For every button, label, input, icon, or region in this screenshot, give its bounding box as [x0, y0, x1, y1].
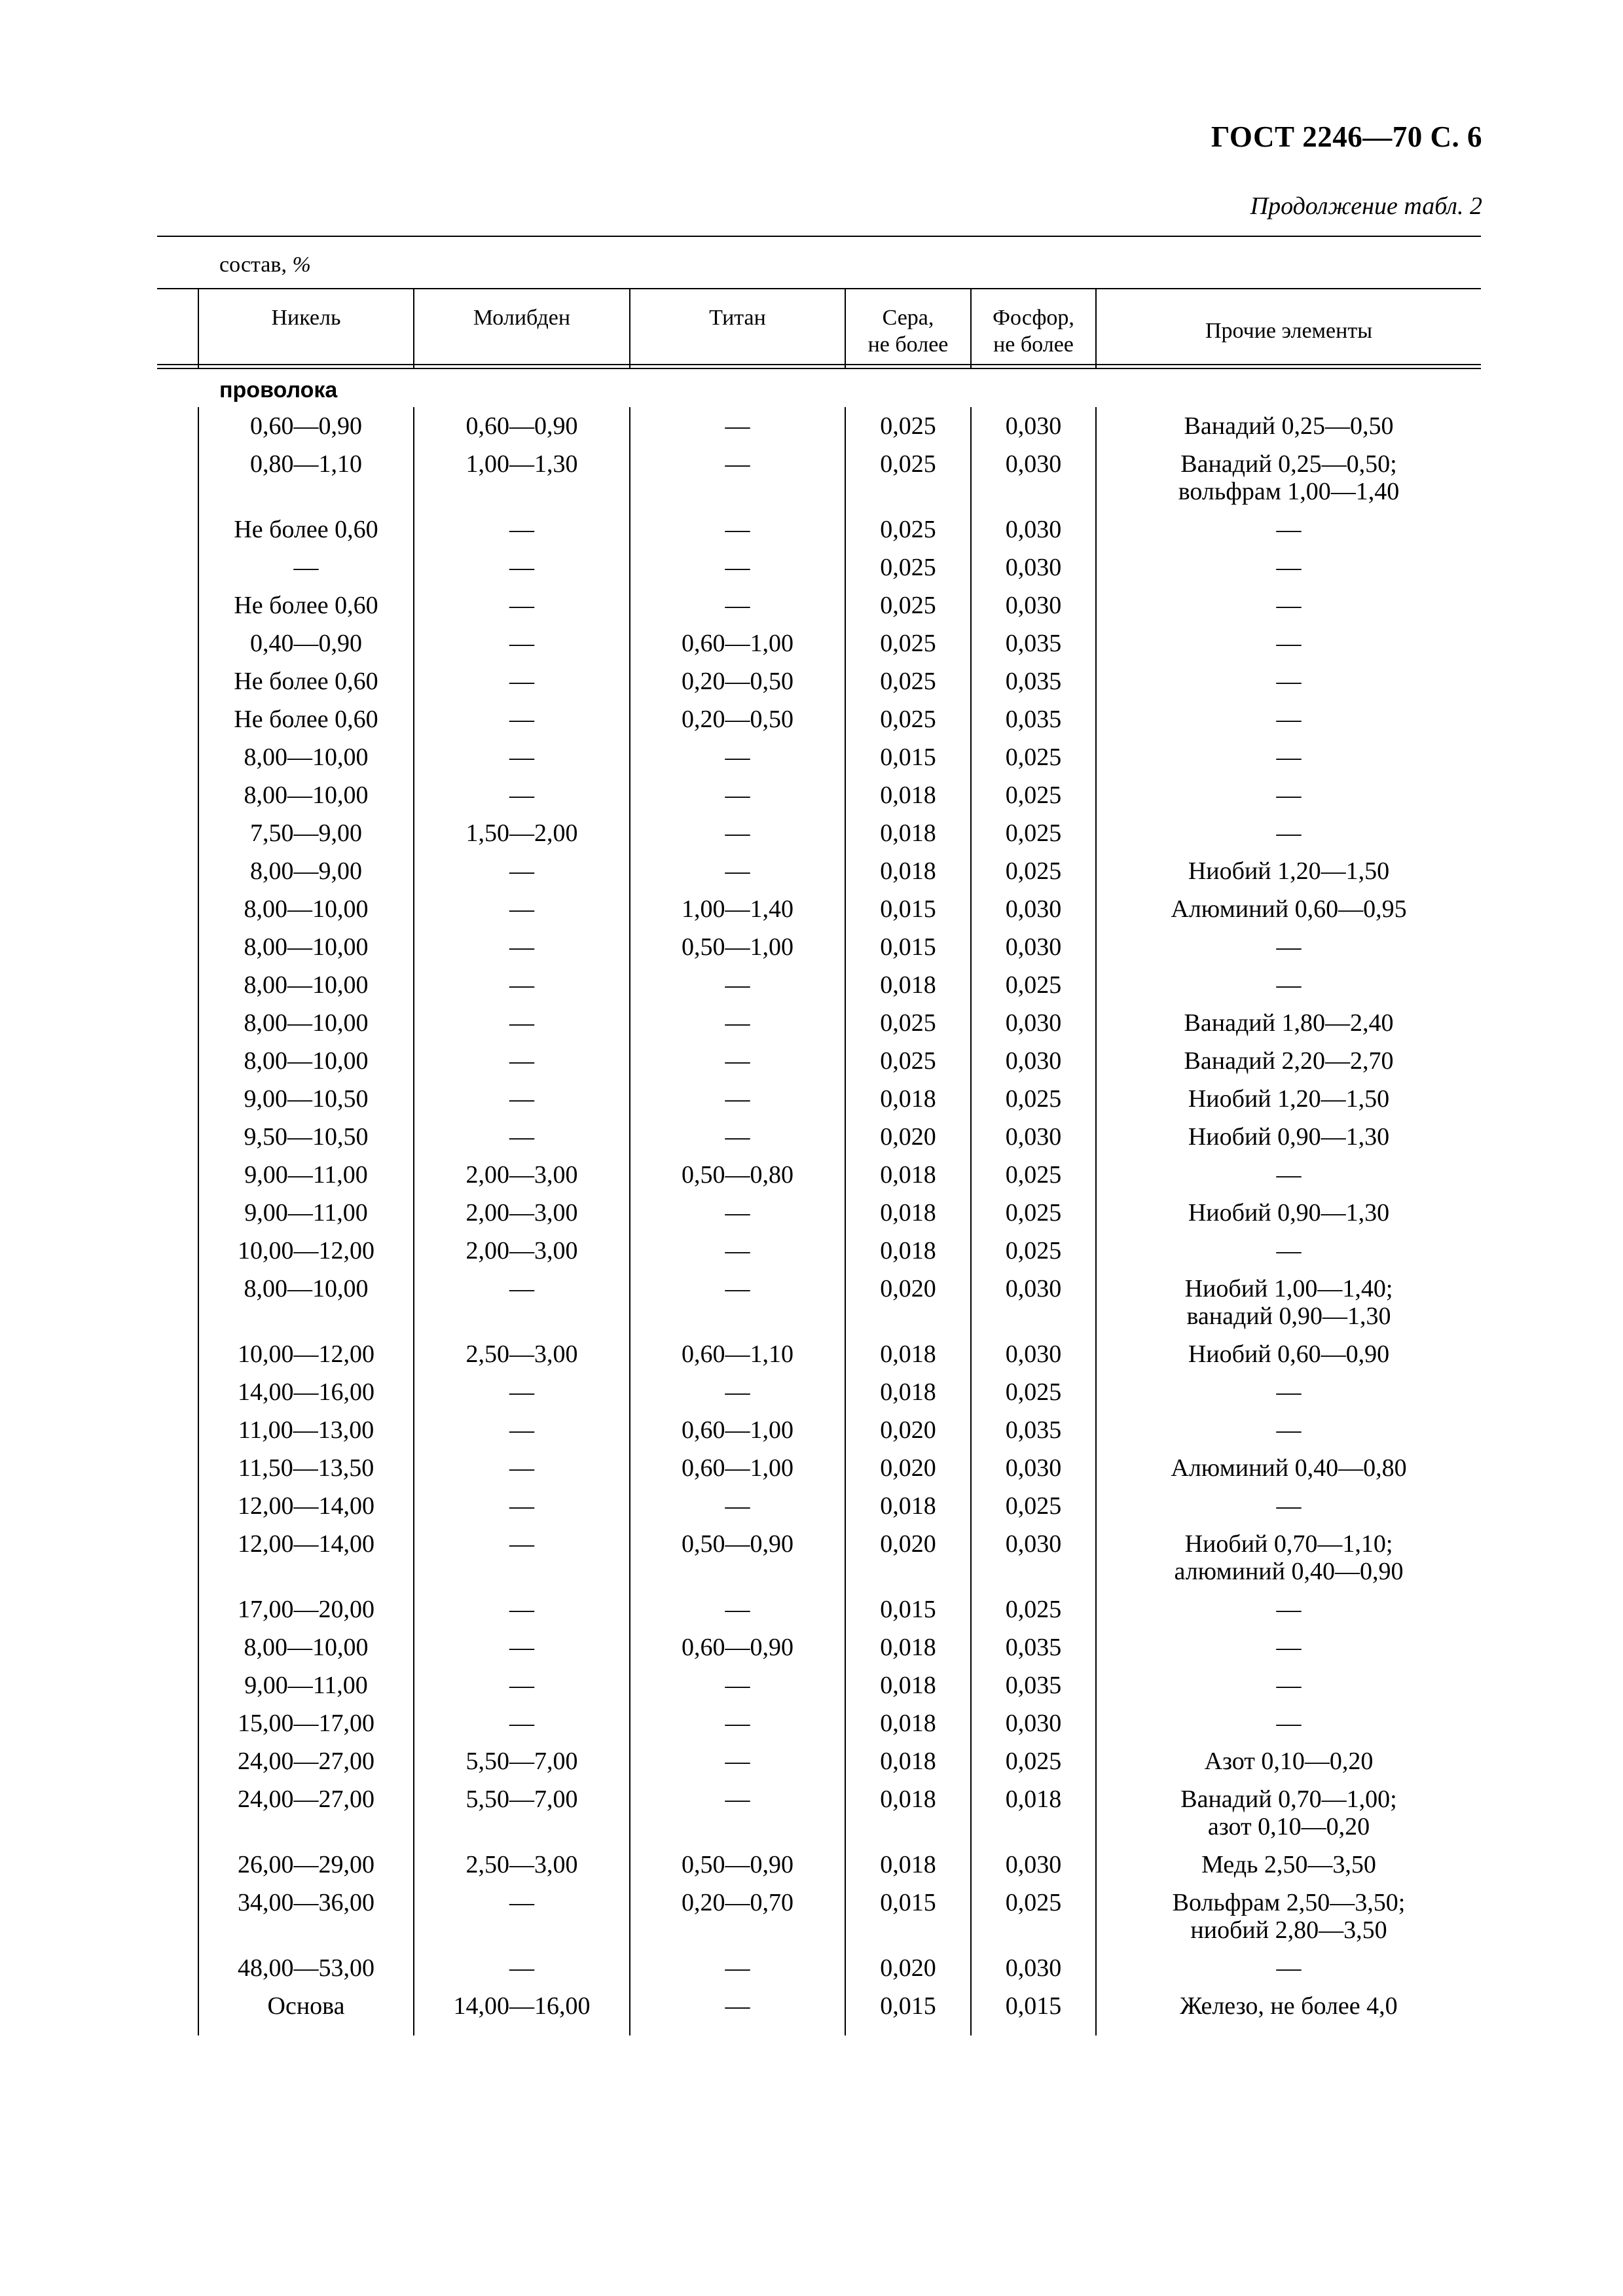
cell-nickel: 11,50—13,50 [238, 1454, 374, 1482]
cell-titanium: 0,60—1,10 [682, 1340, 793, 1368]
cell-titanium: 0,20—0,50 [682, 668, 793, 695]
cell-phosphorus: 0,030 [1005, 1710, 1062, 1737]
cell-other-elements: — [1276, 554, 1302, 581]
cell-other-elements: — [1276, 1416, 1302, 1444]
cell-other-elements: Ниобий 1,20—1,50 [1188, 857, 1390, 885]
cell-titanium: — [725, 819, 750, 847]
cell-other-elements: — [1276, 971, 1302, 999]
cell-titanium: — [725, 781, 750, 809]
cell-molybdenum: — [509, 1954, 534, 1982]
cell-other-elements: Ванадий 1,80—2,40 [1184, 1009, 1394, 1037]
cell-nickel: 12,00—14,00 [238, 1492, 374, 1520]
cell-titanium: — [725, 1785, 750, 1813]
cell-titanium: — [725, 516, 750, 543]
cell-phosphorus: 0,025 [1005, 1237, 1062, 1265]
cell-phosphorus: 0,030 [1005, 412, 1062, 440]
cell-nickel: — [293, 554, 319, 581]
cell-nickel: 8,00—10,00 [244, 744, 369, 771]
cell-molybdenum: 5,50—7,00 [465, 1748, 578, 1775]
column-header-molybdenum: Молибден [473, 306, 571, 330]
cell-sulfur: 0,025 [880, 630, 936, 657]
cell-phosphorus: 0,025 [1005, 744, 1062, 771]
cell-nickel: 8,00—10,00 [244, 1634, 369, 1661]
cell-molybdenum: 1,00—1,30 [465, 450, 578, 478]
cell-molybdenum: — [509, 592, 534, 619]
cell-molybdenum: — [509, 1634, 534, 1661]
cell-nickel: 11,00—13,00 [238, 1416, 374, 1444]
cell-other-elements: Ниобий 0,60—0,90 [1188, 1340, 1390, 1368]
cell-nickel: 8,00—10,00 [244, 895, 369, 923]
cell-sulfur: 0,018 [880, 1785, 936, 1813]
cell-molybdenum: — [509, 1378, 534, 1406]
cell-phosphorus: 0,025 [1005, 1199, 1062, 1227]
cell-sulfur: 0,015 [880, 895, 936, 923]
cell-nickel: 12,00—14,00 [238, 1530, 374, 1558]
cell-molybdenum: — [509, 630, 534, 657]
cell-molybdenum: 1,50—2,00 [465, 819, 578, 847]
cell-titanium: — [725, 1199, 750, 1227]
cell-molybdenum: — [509, 1123, 534, 1151]
cell-titanium: 0,50—1,00 [682, 933, 793, 961]
cell-sulfur: 0,018 [880, 819, 936, 847]
cell-other-elements: Ванадий 0,25—0,50 [1184, 412, 1394, 440]
cell-sulfur: 0,025 [880, 668, 936, 695]
cell-titanium: — [725, 1237, 750, 1265]
cell-titanium: — [725, 1992, 750, 2020]
cell-nickel: 8,00—10,00 [244, 781, 369, 809]
cell-sulfur: 0,018 [880, 1710, 936, 1737]
cell-molybdenum: — [509, 895, 534, 923]
cell-molybdenum: — [509, 971, 534, 999]
cell-phosphorus: 0,030 [1005, 1275, 1062, 1302]
cell-phosphorus: 0,030 [1005, 933, 1062, 961]
cell-phosphorus: 0,025 [1005, 781, 1062, 809]
cell-sulfur: 0,020 [880, 1530, 936, 1558]
cell-phosphorus: 0,030 [1005, 450, 1062, 478]
cell-nickel: Не более 0,60 [234, 668, 378, 695]
cell-other-elements: Медь 2,50—3,50 [1201, 1851, 1376, 1878]
cell-molybdenum: 2,50—3,00 [465, 1340, 578, 1368]
cell-sulfur: 0,025 [880, 1047, 936, 1075]
cell-nickel: 34,00—36,00 [238, 1889, 374, 1916]
cell-sulfur: 0,018 [880, 1748, 936, 1775]
cell-phosphorus: 0,025 [1005, 1161, 1062, 1189]
cell-nickel: 8,00—10,00 [244, 971, 369, 999]
cell-other-elements: Ниобий 0,90—1,30 [1188, 1199, 1390, 1227]
cell-molybdenum: — [509, 1596, 534, 1623]
cell-nickel: Не более 0,60 [234, 516, 378, 543]
cell-titanium: — [725, 1954, 750, 1982]
composition-label-text: состав, [219, 253, 287, 277]
cell-other-elements: — [1276, 1237, 1302, 1265]
cell-other-elements: — [1276, 706, 1302, 733]
cell-phosphorus: 0,025 [1005, 1748, 1062, 1775]
cell-nickel: 48,00—53,00 [238, 1954, 374, 1982]
cell-sulfur: 0,020 [880, 1275, 936, 1302]
top-rule [157, 236, 1481, 237]
cell-phosphorus: 0,035 [1005, 706, 1062, 733]
table-continuation-caption: Продолжение табл. 2 [1250, 192, 1482, 220]
cell-nickel: 10,00—12,00 [238, 1237, 374, 1265]
cell-phosphorus: 0,030 [1005, 1047, 1062, 1075]
cell-phosphorus: 0,030 [1005, 1851, 1062, 1878]
cell-sulfur: 0,025 [880, 516, 936, 543]
cell-other-elements: — [1276, 744, 1302, 771]
cell-molybdenum: — [509, 744, 534, 771]
cell-molybdenum: — [509, 1454, 534, 1482]
cell-titanium: 0,50—0,90 [682, 1530, 793, 1558]
cell-other-elements: Ниобий 0,90—1,30 [1188, 1123, 1390, 1151]
cell-other-elements: Алюминий 0,60—0,95 [1171, 895, 1407, 923]
cell-sulfur: 0,025 [880, 706, 936, 733]
cell-molybdenum: — [509, 516, 534, 543]
cell-molybdenum: — [509, 1492, 534, 1520]
cell-nickel: 24,00—27,00 [238, 1748, 374, 1775]
cell-other-elements: — [1276, 516, 1302, 543]
cell-nickel: Основа [267, 1992, 345, 2020]
cell-sulfur: 0,018 [880, 1161, 936, 1189]
cell-other-elements: Ванадий 0,25—0,50; вольфрам 1,00—1,40 [1178, 450, 1400, 505]
cell-phosphorus: 0,035 [1005, 668, 1062, 695]
cell-titanium: — [725, 412, 750, 440]
cell-sulfur: 0,020 [880, 1416, 936, 1444]
cell-nickel: 14,00—16,00 [238, 1378, 374, 1406]
cell-titanium: — [725, 554, 750, 581]
cell-sulfur: 0,025 [880, 554, 936, 581]
cell-sulfur: 0,018 [880, 1199, 936, 1227]
cell-phosphorus: 0,025 [1005, 857, 1062, 885]
cell-molybdenum: — [509, 933, 534, 961]
cell-molybdenum: 2,00—3,00 [465, 1161, 578, 1189]
cell-other-elements: — [1276, 1596, 1302, 1623]
cell-molybdenum: 2,00—3,00 [465, 1237, 578, 1265]
cell-sulfur: 0,018 [880, 1492, 936, 1520]
header-bottom-rule-1 [157, 364, 1481, 365]
cell-phosphorus: 0,035 [1005, 1416, 1062, 1444]
cell-other-elements: — [1276, 1710, 1302, 1737]
cell-nickel: 0,40—0,90 [250, 630, 362, 657]
cell-molybdenum: 14,00—16,00 [453, 1992, 591, 2020]
cell-other-elements: Ниобий 1,20—1,50 [1188, 1085, 1390, 1113]
cell-phosphorus: 0,035 [1005, 630, 1062, 657]
cell-phosphorus: 0,030 [1005, 1340, 1062, 1368]
document-title: ГОСТ 2246—70 С. 6 [1211, 120, 1482, 153]
cell-nickel: 26,00—29,00 [238, 1851, 374, 1878]
cell-sulfur: 0,018 [880, 1634, 936, 1661]
cell-titanium: — [725, 1047, 750, 1075]
cell-nickel: 8,00—10,00 [244, 1047, 369, 1075]
cell-titanium: — [725, 971, 750, 999]
cell-phosphorus: 0,025 [1005, 1085, 1062, 1113]
cell-phosphorus: 0,030 [1005, 516, 1062, 543]
cell-nickel: 9,00—11,00 [244, 1199, 368, 1227]
cell-phosphorus: 0,025 [1005, 1889, 1062, 1916]
cell-sulfur: 0,015 [880, 1889, 936, 1916]
cell-molybdenum: 2,00—3,00 [465, 1199, 578, 1227]
cell-titanium: 0,20—0,70 [682, 1889, 793, 1916]
cell-titanium: 0,60—1,00 [682, 1454, 793, 1482]
cell-phosphorus: 0,030 [1005, 554, 1062, 581]
cell-other-elements: Ванадий 0,70—1,00; азот 0,10—0,20 [1180, 1785, 1397, 1840]
cell-titanium: — [725, 1710, 750, 1737]
column-header-phosphorus: Фосфор, не более [993, 306, 1074, 357]
cell-sulfur: 0,020 [880, 1123, 936, 1151]
cell-other-elements: Ниобий 1,00—1,40; ванадий 0,90—1,30 [1184, 1275, 1393, 1330]
composition-unit: % [292, 253, 311, 277]
cell-nickel: 9,00—10,50 [244, 1085, 369, 1113]
cell-other-elements: — [1276, 933, 1302, 961]
cell-molybdenum: — [509, 1275, 534, 1302]
cell-titanium: — [725, 450, 750, 478]
cell-phosphorus: 0,025 [1005, 1378, 1062, 1406]
cell-sulfur: 0,018 [880, 1672, 936, 1699]
cell-titanium: 0,50—0,90 [682, 1851, 793, 1878]
cell-titanium: — [725, 1085, 750, 1113]
cell-titanium: — [725, 857, 750, 885]
cell-titanium: — [725, 592, 750, 619]
cell-sulfur: 0,018 [880, 781, 936, 809]
cell-molybdenum: — [509, 668, 534, 695]
cell-molybdenum: 0,60—0,90 [465, 412, 578, 440]
cell-molybdenum: — [509, 1530, 534, 1558]
cell-molybdenum: — [509, 781, 534, 809]
cell-nickel: 24,00—27,00 [238, 1785, 374, 1813]
cell-sulfur: 0,015 [880, 1992, 936, 2020]
cell-molybdenum: — [509, 1009, 534, 1037]
cell-other-elements: Алюминий 0,40—0,80 [1171, 1454, 1407, 1482]
cell-phosphorus: 0,025 [1005, 819, 1062, 847]
cell-titanium: — [725, 1009, 750, 1037]
cell-phosphorus: 0,035 [1005, 1634, 1062, 1661]
cell-other-elements: — [1276, 630, 1302, 657]
cell-sulfur: 0,020 [880, 1954, 936, 1982]
cell-sulfur: 0,025 [880, 592, 936, 619]
composition-label [219, 253, 311, 278]
cell-phosphorus: 0,030 [1005, 895, 1062, 923]
cell-nickel: 9,00—11,00 [244, 1672, 368, 1699]
cell-sulfur: 0,018 [880, 1851, 936, 1878]
column-header-sulfur: Сера, не более [867, 306, 949, 357]
cell-nickel: 17,00—20,00 [238, 1596, 374, 1623]
cell-other-elements: — [1276, 668, 1302, 695]
cell-sulfur: 0,015 [880, 744, 936, 771]
cell-nickel: 7,50—9,00 [250, 819, 362, 847]
cell-titanium: — [725, 1492, 750, 1520]
cell-other-elements: — [1276, 592, 1302, 619]
cell-titanium: 0,20—0,50 [682, 706, 793, 733]
cell-sulfur: 0,025 [880, 412, 936, 440]
cell-nickel: 10,00—12,00 [238, 1340, 374, 1368]
cell-sulfur: 0,025 [880, 450, 936, 478]
cell-nickel: 8,00—10,00 [244, 1275, 369, 1302]
section-subtitle-wire: проволока [219, 378, 338, 403]
cell-phosphorus: 0,025 [1005, 971, 1062, 999]
cell-titanium: — [725, 1672, 750, 1699]
cell-nickel: 9,50—10,50 [244, 1123, 369, 1151]
cell-sulfur: 0,020 [880, 1454, 936, 1482]
cell-nickel: Не более 0,60 [234, 706, 378, 733]
cell-nickel: 15,00—17,00 [238, 1710, 374, 1737]
cell-nickel: Не более 0,60 [234, 592, 378, 619]
cell-other-elements: — [1276, 1161, 1302, 1189]
cell-molybdenum: — [509, 857, 534, 885]
cell-titanium: 1,00—1,40 [682, 895, 793, 923]
cell-phosphorus: 0,030 [1005, 1123, 1062, 1151]
cell-phosphorus: 0,025 [1005, 1492, 1062, 1520]
cell-sulfur: 0,018 [880, 1340, 936, 1368]
cell-phosphorus: 0,025 [1005, 1596, 1062, 1623]
cell-other-elements: Ниобий 0,70—1,10; алюминий 0,40—0,90 [1174, 1530, 1404, 1585]
cell-other-elements: — [1276, 1378, 1302, 1406]
cell-titanium: — [725, 744, 750, 771]
cell-sulfur: 0,015 [880, 933, 936, 961]
header-top-rule [157, 288, 1481, 289]
cell-other-elements: — [1276, 819, 1302, 847]
cell-phosphorus: 0,015 [1005, 1992, 1062, 2020]
cell-nickel: 8,00—10,00 [244, 1009, 369, 1037]
cell-other-elements: — [1276, 1672, 1302, 1699]
cell-other-elements: — [1276, 1954, 1302, 1982]
cell-molybdenum: — [509, 1672, 534, 1699]
cell-other-elements: Азот 0,10—0,20 [1204, 1748, 1374, 1775]
cell-phosphorus: 0,030 [1005, 1009, 1062, 1037]
cell-titanium: — [725, 1596, 750, 1623]
cell-titanium: — [725, 1378, 750, 1406]
column-header-nickel: Никель [271, 306, 341, 330]
cell-other-elements: Железо, не более 4,0 [1180, 1992, 1398, 2020]
cell-nickel: 8,00—10,00 [244, 933, 369, 961]
cell-phosphorus: 0,030 [1005, 1954, 1062, 1982]
cell-phosphorus: 0,030 [1005, 1454, 1062, 1482]
cell-other-elements: — [1276, 1492, 1302, 1520]
cell-sulfur: 0,025 [880, 1009, 936, 1037]
cell-nickel: 9,00—11,00 [244, 1161, 368, 1189]
cell-other-elements: Вольфрам 2,50—3,50; ниобий 2,80—3,50 [1172, 1889, 1406, 1944]
cell-molybdenum: — [509, 706, 534, 733]
cell-molybdenum: 5,50—7,00 [465, 1785, 578, 1813]
cell-phosphorus: 0,030 [1005, 592, 1062, 619]
cell-phosphorus: 0,018 [1005, 1785, 1062, 1813]
cell-molybdenum: 2,50—3,00 [465, 1851, 578, 1878]
cell-nickel: 0,60—0,90 [250, 412, 362, 440]
cell-titanium: 0,60—1,00 [682, 1416, 793, 1444]
cell-molybdenum: — [509, 554, 534, 581]
cell-sulfur: 0,018 [880, 1085, 936, 1113]
cell-molybdenum: — [509, 1047, 534, 1075]
header-bottom-rule-2 [157, 368, 1481, 369]
cell-molybdenum: — [509, 1710, 534, 1737]
cell-titanium: 0,60—1,00 [682, 630, 793, 657]
cell-phosphorus: 0,035 [1005, 1672, 1062, 1699]
cell-other-elements: Ванадий 2,20—2,70 [1184, 1047, 1394, 1075]
column-header-titanium: Титан [709, 306, 766, 330]
cell-titanium: 0,60—0,90 [682, 1634, 793, 1661]
cell-nickel: 0,80—1,10 [250, 450, 362, 478]
cell-titanium: — [725, 1123, 750, 1151]
cell-molybdenum: — [509, 1416, 534, 1444]
cell-nickel: 8,00—9,00 [250, 857, 362, 885]
cell-sulfur: 0,018 [880, 1237, 936, 1265]
cell-phosphorus: 0,030 [1005, 1530, 1062, 1558]
cell-titanium: 0,50—0,80 [682, 1161, 793, 1189]
cell-molybdenum: — [509, 1085, 534, 1113]
cell-sulfur: 0,018 [880, 857, 936, 885]
cell-titanium: — [725, 1748, 750, 1775]
cell-sulfur: 0,015 [880, 1596, 936, 1623]
cell-other-elements: — [1276, 781, 1302, 809]
cell-other-elements: — [1276, 1634, 1302, 1661]
cell-molybdenum: — [509, 1889, 534, 1916]
cell-sulfur: 0,018 [880, 1378, 936, 1406]
cell-sulfur: 0,018 [880, 971, 936, 999]
column-header-other-elements: Прочие элементы [1205, 319, 1373, 343]
cell-titanium: — [725, 1275, 750, 1302]
